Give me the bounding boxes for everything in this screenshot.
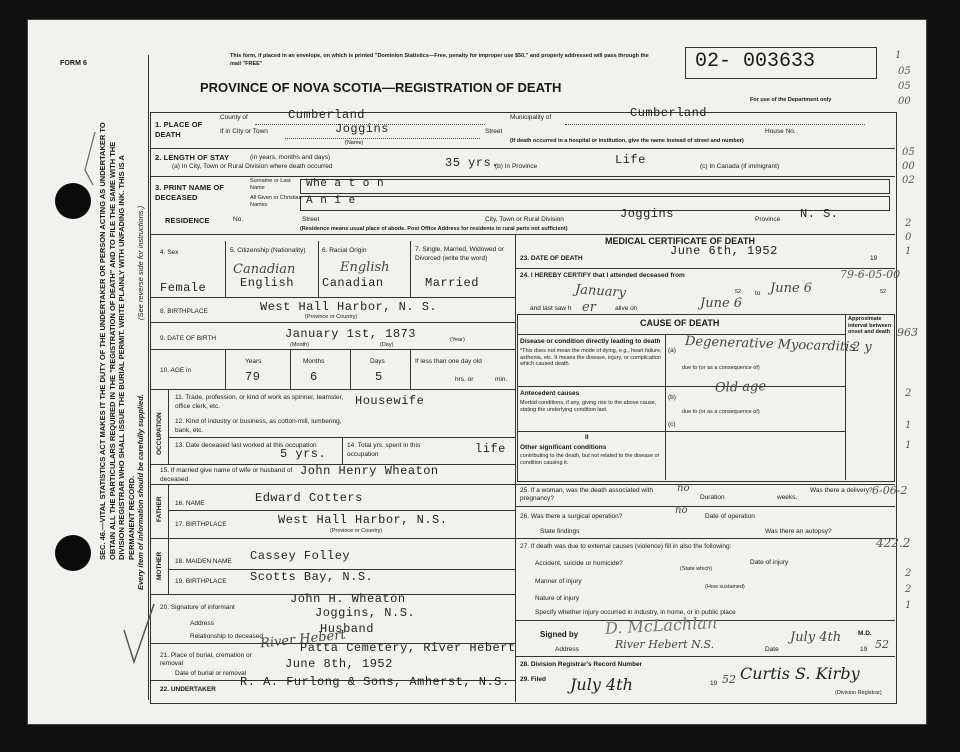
stay-city-label: (a) In City, Town or Rural Division where death occurred — [172, 163, 333, 170]
alive-on-hand: June 6 — [700, 296, 743, 311]
sidebar-instructions: SEC. 46.—VITAL STATISTICS ACT MAKES IT THE DUTY OF THE UNDERTAKER OR PERSON ACTING AS UNDERTAKER TO OBTAIN ALL THE PARTICULARS REQUIRED IN THE "REGISTRATION OF DEATH" AND TO FILE THE SAME WITH THE DIVISION REGISTRAR WHO SHALL ISSUE THE BURIAL PERMIT. WRITE PLAINLY WITH UNFADING INK. THIS IS A PERMANENT RECORD. — [98, 122, 136, 560]
injury-date-label: Date of injury — [750, 559, 789, 566]
cause-c-label: (c) — [668, 421, 676, 428]
surname-label: Surname or Last Name — [250, 178, 291, 191]
other-conditions-note: contributing to the death, but not related to the disease or condition causing it. — [520, 453, 660, 466]
hrs-label: hrs. or — [455, 376, 474, 383]
physician-address-hand: River Hebert N.S. — [615, 638, 715, 651]
mother-side-label: MOTHER — [156, 551, 163, 580]
age-label: 10. AGE in — [160, 367, 192, 374]
margin-note-8: 2 — [905, 218, 912, 229]
section-i-label: Disease or condition directly leading to death — [520, 338, 661, 345]
medical-heading: MEDICAL CERTIFICATE OF DEATH — [605, 236, 755, 246]
margin-note-13: 2 — [905, 388, 912, 399]
stay-city-value: 35 yrs. — [445, 156, 499, 170]
father-birthplace-label: 17. BIRTHPLACE — [175, 521, 227, 528]
last-saw-hand: er — [582, 300, 596, 315]
punch-hole-bottom — [55, 535, 91, 571]
industry-question: Specify whether injury occurred in industry, in home, or in public place — [535, 609, 736, 616]
father-name-label: 16. NAME — [175, 500, 205, 507]
margin-note-2: 05 — [898, 66, 911, 77]
margin-note-19: 2 — [905, 584, 912, 595]
md-label: M.D. — [858, 630, 872, 637]
signed-by-label: Signed by — [540, 630, 579, 639]
racial-value: Canadian — [322, 276, 384, 290]
weeks-label: weeks. — [777, 494, 798, 501]
stay-province-label: (b) In Province — [495, 163, 538, 170]
sidebar-note: Every item of information should be carefully supplied. — [136, 394, 145, 590]
age-days-label: Days — [370, 358, 385, 365]
column-divider — [515, 234, 516, 702]
burial-date-value: June 8th, 1952 — [285, 657, 393, 671]
margin-note-11: 79-6-05-00 — [840, 268, 901, 281]
autopsy-label: Was there an autopsy? — [765, 528, 832, 535]
father-name-value: Edward Cotters — [255, 491, 363, 505]
racial-label: 6. Racial Origin — [322, 247, 367, 254]
dob-value: January 1st, 1873 — [285, 327, 416, 341]
state-which-note: (State which) — [680, 566, 713, 572]
margin-note-14: 1 — [905, 420, 912, 431]
municipality-label: Municipality of — [510, 114, 552, 121]
length-of-stay-desc: (in years, months and days) — [250, 154, 331, 161]
dob-label: 9. DATE OF BIRTH — [160, 335, 217, 342]
age-years-label: Years — [245, 358, 262, 365]
informant-address: Joggins, N.S. — [315, 606, 416, 620]
certify-to: June 6 — [770, 281, 813, 296]
birthplace-value: West Hall Harbor, N. S. — [260, 300, 438, 314]
county-value: Cumberland — [288, 108, 366, 122]
section-i-note: *This does not mean the mode of dying, e.g., heart failure, asthenia, etc. It means the disease, injury, or complication which caused death. — [520, 348, 662, 367]
county-label: County of — [220, 114, 248, 121]
q25-label: 25. If a woman, was the death associated with pregnancy? — [520, 487, 653, 502]
last-worked-value: 5 yrs. — [280, 447, 327, 461]
burial-date-label: Date of burial or removal — [175, 670, 247, 677]
margin-note-6: 00 — [902, 161, 915, 172]
undertaker-value: R. A. Furlong & Sons, Amherst, N.S. — [240, 675, 510, 689]
total-years-label: 14. Total yrs. spent in this occupation — [347, 442, 421, 458]
filed-year-hand: 52 — [722, 673, 736, 686]
mail-notice: This form, if placed in an envelope, on which is printed "Dominion Statistics—Free, penalty for improper use $50," and properly addressed will pass through the mail "FREE" — [230, 53, 649, 67]
antecedent-label: Antecedent causes — [520, 390, 580, 397]
citizenship-hand: Canadian — [233, 262, 296, 277]
op-date-label: Date of operation — [705, 513, 755, 520]
total-years-value: life — [475, 442, 506, 456]
dob-month-lbl: (Month) — [290, 342, 309, 348]
marital-label: 7. Single, Married, Widowed or Divorced (write the word) — [415, 246, 504, 262]
relationship-label: Relationship to deceased — [190, 633, 263, 640]
min-label: min. — [495, 376, 508, 383]
length-of-stay-label: 2. LENGTH OF STAY — [155, 153, 230, 162]
registration-number: 02- 003633 — [695, 50, 816, 73]
other-conditions-label: Other significant conditions — [520, 444, 607, 451]
dod-label: 23. DATE OF DEATH — [520, 255, 583, 262]
certify-from: January — [574, 282, 627, 301]
informant-label: 20. Signature of informant — [160, 604, 235, 611]
municipality-value: Cumberland — [630, 106, 708, 120]
margin-note-16: 6-06-2 — [872, 484, 908, 497]
informant-address-label: Address — [190, 620, 214, 627]
residence-city-value: Joggins — [620, 207, 674, 221]
city-value: Joggins — [335, 122, 389, 136]
due-to-b: due to (or as a consequence of) — [682, 409, 760, 415]
father-side-label: FATHER — [156, 496, 163, 522]
citizenship-value: English — [240, 276, 294, 290]
margin-note-3: 05 — [898, 81, 911, 92]
physician-date-hand: July 4th — [790, 630, 842, 645]
certify-yr2: 52 — [880, 289, 887, 295]
margin-note-5: 05 — [902, 147, 915, 158]
cause-a-value: Degenerative Myocarditis — [684, 334, 857, 355]
stay-canada-label: (c) In Canada (if immigrant) — [700, 163, 780, 170]
birthplace-label: 8. BIRTHPLACE — [160, 308, 208, 315]
registrar-signature: Curtis S. Kirby — [740, 664, 860, 683]
burial-place-label: 21. Place of burial, cremation or removal — [160, 652, 252, 667]
less-than-day-label: If less than one day old — [415, 358, 482, 365]
relationship-value: Husband — [320, 622, 374, 636]
age-months-label: Months — [303, 358, 325, 365]
sex-value: Female — [160, 281, 207, 295]
name-note: (Name) — [345, 140, 364, 146]
citizenship-label: 5. Citizenship (Nationality) — [230, 247, 306, 254]
pen-stroke-icon — [75, 130, 105, 190]
surname-value: Whe a t o n — [306, 178, 385, 190]
cause-b-label: (b) — [668, 394, 676, 401]
street-label: Street — [485, 128, 503, 135]
physician-year-hand: 52 — [875, 638, 889, 651]
q28-label: 28. Division Registrar's Record Number — [520, 661, 643, 668]
cause-a-interval: 2 y — [852, 340, 872, 355]
father-birthplace-value: West Hall Harbor, N.S. — [278, 513, 448, 527]
age-days-value: 5 — [375, 370, 383, 384]
nature-label: Nature of injury — [535, 595, 580, 602]
q29-label: 29. Filed — [520, 676, 547, 683]
hospital-note: (If death occurred in a hospital or institution, give the name instead of street and number) — [510, 138, 744, 144]
age-years-value: 79 — [245, 370, 261, 384]
q26-answer: no — [675, 505, 688, 516]
residence-no-label: No. — [233, 216, 244, 223]
industry-label: 12. Kind of industry or business, as cotton-mill, lumbering, bank, etc. — [175, 418, 342, 434]
q27-label: 27. If death was due to external causes (violence) fill in also the following: — [520, 543, 732, 550]
mother-birthplace-label: 19. BIRTHPLACE — [175, 578, 227, 585]
certify-to-label: to — [755, 290, 761, 297]
physician-year19: 19 — [860, 646, 868, 653]
informant-name: John H. Wheaton — [290, 592, 406, 606]
dod-value: June 6th, 1952 — [670, 244, 778, 258]
stay-province-value: Life — [615, 153, 646, 167]
house-label: House No. — [765, 128, 796, 135]
form-number: FORM 6 — [60, 60, 88, 67]
physician-date-label: Date — [765, 646, 779, 653]
spouse-value: John Henry Wheaton — [300, 464, 439, 478]
residence-label: RESIDENCE — [165, 216, 210, 225]
burial-place-value: Patta Cemetery, River Hebert — [300, 641, 516, 655]
margin-note-9: 0 — [905, 232, 912, 243]
margin-note-4: 00 — [898, 96, 911, 107]
racial-hand: English — [340, 260, 390, 275]
mother-birthplace-value: Scotts Bay, N.S. — [250, 570, 374, 584]
certify-yr1: 52 — [735, 289, 742, 295]
physician-address-label: Address — [555, 646, 579, 653]
delivery-label: Was there a delivery? — [810, 487, 873, 494]
cause-a-label: (a) — [668, 347, 676, 354]
dob-year-lbl: (Year) — [450, 337, 465, 343]
residence-city-label: City, Town or Rural Division — [485, 216, 564, 223]
duration-label: Duration — [700, 494, 725, 501]
section-ii-label: II — [585, 434, 589, 441]
mother-name-value: Cassey Folley — [250, 549, 351, 563]
given-label: All Given or Christian Names — [250, 195, 302, 208]
findings-label: State findings — [540, 528, 580, 535]
father-bp-note: (Province or Country) — [330, 528, 383, 534]
age-months-value: 6 — [310, 370, 318, 384]
city-label: If in City or Town — [220, 128, 268, 135]
margin-note-17: 422.2 — [876, 536, 911, 550]
interval-heading: Approximate interval between onset and death — [848, 316, 892, 335]
due-to-a: due to (or as a consequence of) — [682, 365, 760, 371]
filed-year-19: 19 — [710, 680, 718, 687]
residence-note: (Residence means usual place of abode. Post Office Address for residents in rural parts not sufficient) — [300, 226, 568, 232]
dod-year-prefix: 19 — [870, 255, 878, 262]
surname-boxes — [300, 179, 890, 194]
page-title: PROVINCE OF NOVA SCOTIA—REGISTRATION OF DEATH — [200, 80, 562, 95]
sidebar-note-2: (See reverse side for instructions.) — [136, 205, 145, 320]
residence-province-label: Province — [755, 216, 781, 223]
dob-day-lbl: (Day) — [380, 342, 394, 348]
trade-label: 11. Trade, profession, or kind of work as spinner, teamster, office clerk, etc. — [175, 394, 344, 410]
spouse-label: 15. If married give name of wife or husband of deceased — [160, 467, 293, 483]
filed-date-hand: July 4th — [570, 675, 633, 694]
sex-label: 4. Sex — [160, 249, 179, 256]
birthplace-note: (Province or Country) — [305, 314, 358, 320]
marital-value: Married — [425, 276, 479, 290]
certify-label: 24. I HEREBY CERTIFY that I attended deceased from — [520, 272, 685, 279]
cause-b-value: Old age — [714, 379, 767, 396]
q26-label: 26. Was there a surgical operation? — [520, 513, 623, 520]
given-value: A n i e — [306, 195, 356, 207]
margin-note-12: 963 — [897, 326, 918, 339]
residence-street-label: Street — [302, 216, 320, 223]
check-mark-icon — [120, 600, 160, 670]
mother-name-label: 18. MAIDEN NAME — [175, 558, 232, 565]
last-saw-label: and last saw h — [530, 305, 572, 312]
margin-note-18: 2 — [905, 568, 912, 579]
occupation-side-label: OCCUPATION — [156, 412, 163, 455]
margin-note-7: 02 — [902, 175, 915, 186]
antecedent-note: Morbid conditions, if any, giving rise to the above cause, stating the underlying condition last. — [520, 400, 657, 413]
q25-answer: no — [677, 483, 690, 494]
dept-use-note: For use of the Department only — [750, 97, 832, 103]
trade-value: Housewife — [355, 394, 425, 408]
margin-note-10: 1 — [905, 246, 912, 257]
physician-signature: D. McLachlan — [604, 613, 718, 638]
margin-note-15: 1 — [905, 440, 912, 451]
alive-on-label: alive on — [615, 305, 638, 312]
cause-heading: CAUSE OF DEATH — [640, 318, 720, 328]
undertaker-label: 22. UNDERTAKER — [160, 686, 216, 693]
place-of-death-label: 1. PLACE OF DEATH — [155, 120, 203, 139]
accident-label: Accident, suicide or homicide? — [535, 560, 623, 567]
how-sustained-note: (How sustained) — [705, 584, 745, 590]
margin-note-20: 1 — [905, 600, 912, 611]
residence-province-value: N. S. — [800, 207, 839, 221]
manner-label: Manner of injury — [535, 578, 582, 585]
burial-place-hand: River Hebert — [259, 627, 347, 652]
registrar-label: (Division Registrar) — [835, 690, 882, 696]
print-name-label: 3. PRINT NAME OF DECEASED — [155, 183, 225, 202]
last-worked-label: 13. Date deceased last worked at this occupation — [175, 442, 317, 449]
margin-note-1: 1 — [895, 50, 902, 61]
